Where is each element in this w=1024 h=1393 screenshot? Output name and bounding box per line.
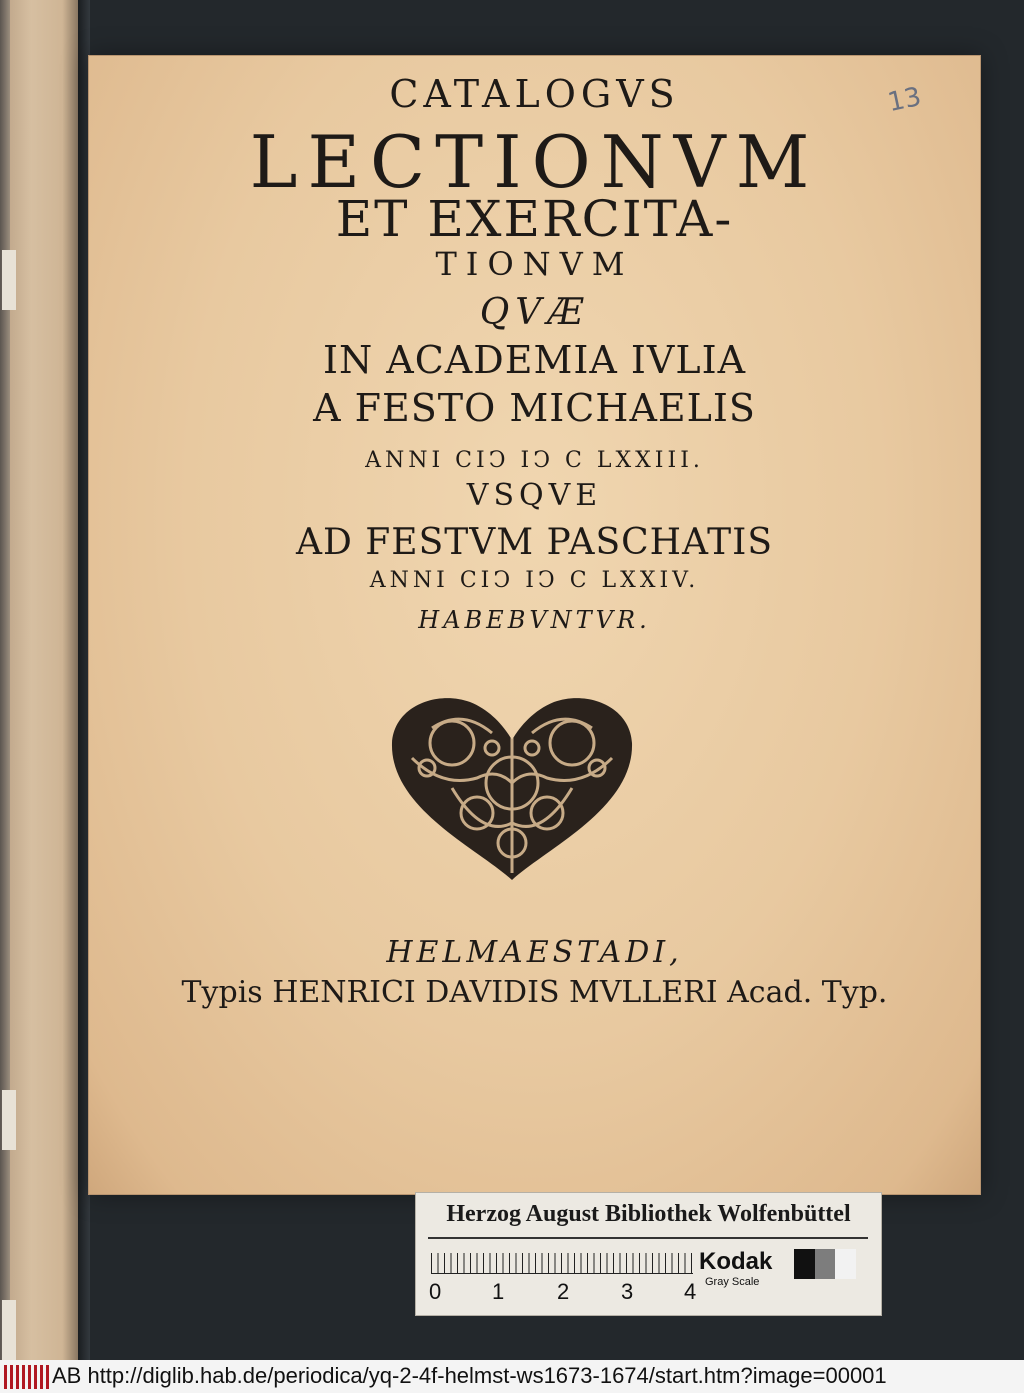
- kodak-brand: Kodak: [699, 1248, 773, 1275]
- facing-page-stamp: [2, 250, 16, 310]
- title-line: ANNI CIↃ IↃ C LXXIV.: [369, 568, 700, 593]
- gray-swatch: [835, 1249, 856, 1279]
- title-line: VSQVE: [466, 478, 603, 513]
- title-line: AD FESTVM PASCHATIS: [296, 522, 773, 563]
- title-line: A FESTO MICHAELIS: [313, 386, 756, 430]
- library-color-card: [415, 1192, 882, 1316]
- gray-swatch: [794, 1249, 815, 1279]
- ruler-number: 0: [429, 1279, 442, 1304]
- title-line: LECTIONVM: [249, 120, 820, 204]
- gray-scale-swatches: [794, 1249, 856, 1279]
- source-url-text: AB http://diglib.hab.de/periodica/yq-2-4f-helmst-ws1673-1674/start.htm?image=00001: [52, 1363, 887, 1388]
- kodak-subtitle: Gray Scale: [705, 1276, 760, 1288]
- card-divider: [428, 1237, 868, 1239]
- facing-page-stamp: [2, 1300, 16, 1360]
- title-line: QVÆ: [479, 292, 590, 333]
- ruler-number: 4: [684, 1279, 697, 1304]
- kodak-logo: [699, 1248, 772, 1288]
- imprint-line: Typis HENRICI DAVIDIS MVLLERI Acad. Typ.: [181, 975, 888, 1010]
- ruler-number: 3: [621, 1279, 634, 1304]
- library-name: Herzog August Bibliothek Wolfenbüttel: [446, 1201, 851, 1227]
- title-line: IN ACADEMIA IVLIA: [322, 338, 747, 382]
- title-line: ET EXERCITA-: [335, 190, 734, 248]
- title-line: TIONVM: [435, 245, 634, 283]
- ruler-number: 2: [557, 1279, 570, 1304]
- facing-page-binding: [0, 0, 10, 1360]
- folio-mark: 13: [885, 81, 924, 119]
- title-line: CATALOGVS: [389, 72, 680, 116]
- gray-swatch: [815, 1249, 836, 1279]
- library-mark-icon: [4, 1365, 50, 1389]
- title-line: HABEBVNTVR.: [418, 606, 651, 634]
- title-line: ANNI CIↃ IↃ C LXXIII.: [365, 448, 704, 473]
- facing-page-edge: [0, 0, 78, 1360]
- imprint-line: HELMAESTADI,: [386, 935, 683, 970]
- measurement-ruler: [431, 1253, 693, 1274]
- footer-bar: [0, 1360, 1024, 1393]
- ruler-number: 1: [492, 1279, 505, 1304]
- heart-fleuron-ornament-icon: [382, 688, 642, 888]
- facing-page-stamp: [2, 1090, 16, 1150]
